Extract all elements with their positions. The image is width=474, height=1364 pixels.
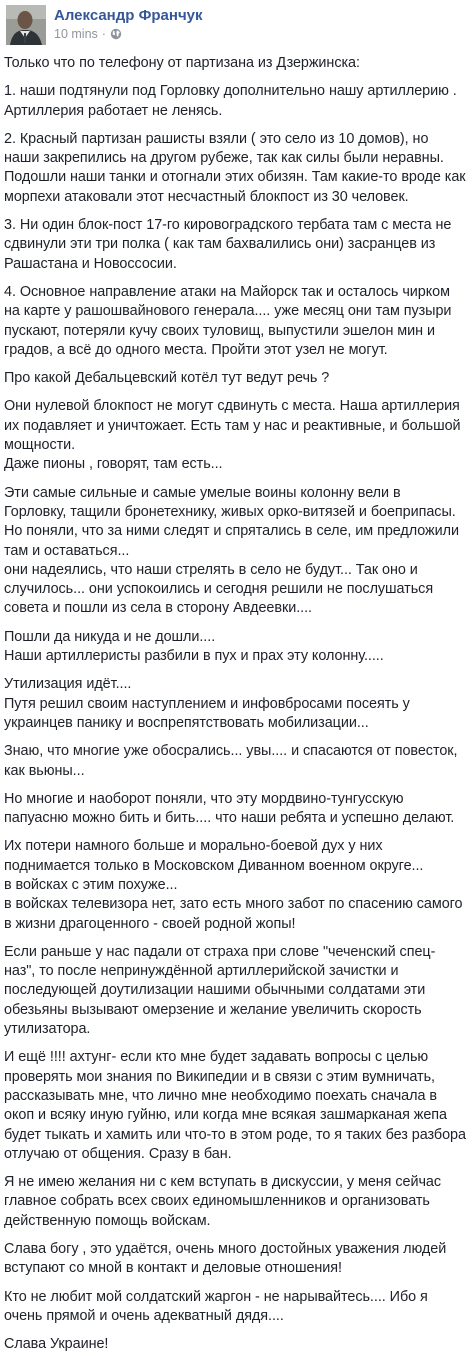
avatar-photo	[6, 5, 46, 45]
post-paragraph: Эти самые сильные и самые умелые воины колонну вели в Горловку, тащили бронетехнику, живых орко-витязей и боеприпасы. Но поняли, что за ними следят и спрятались в селе, им предложили там и оставаться... они надеялись, что наши стрелять в село не будут... Так оно и случилось... они успокоились и сегодня решили не послушаться совета и пошли из села в сторону Авдеевки....	[4, 484, 459, 617]
post-timestamp[interactable]: 10 mins	[54, 27, 98, 41]
globe-icon[interactable]	[110, 28, 122, 40]
post-paragraph: Утилизация идёт.... Путя решил своим наступлением и инфовбросами посеять у украинцев панику и воспрепятствовать мобилизации...	[4, 676, 410, 731]
post-paragraph: Только что по телефону от партизана из Дзержинска:	[4, 55, 360, 71]
post-paragraph: Слава богу , это удаётся, очень много достойных уважения людей вступают со мной в контакт и деловые отношения!	[4, 1241, 447, 1277]
meta-separator: ·	[101, 27, 106, 41]
post-paragraph: 4. Основное направление атаки на Майорск так и осталось чирком на карте у рашошвайнового генерала.... уже месяц они там пузыри пускают, потеряли кучу своих туловищ, выпустили эшелон мин и градов, а всё до одного места. Пройти этот узел не могут.	[4, 283, 452, 358]
post-paragraph: Про какой Дебальцевский котёл тут ведут речь ?	[4, 370, 330, 387]
post-paragraph: Слава Украине!	[4, 1336, 109, 1353]
post-meta	[54, 27, 122, 41]
post-paragraph: Они нулевой блокпост не могут сдвинуть с места. Наша артиллерия их подавляет и уничтожает. Есть там у нас и реактивные, и большой мощности. Даже пионы , говорят, там есть...	[4, 398, 461, 473]
post-paragraph: 3. Ни один блок-пост 17-го кировоградского тербата там с места не сдвинули эти три полка ( как там бахвалились они) засранцев из Рашастана и Новоссосии.	[4, 217, 452, 272]
post-body	[4, 54, 466, 1364]
post-paragraph: 2. Красный партизан рашисты взяли ( это село из 10 домов), но наши закрепились на другом рубеже, так как силы были неравны. Подошли наши танки и отогнали этих обизян. Там какие-то вроде как морпехи атаковали этот несчастный блокпост из 30 человек.	[4, 130, 466, 205]
post-paragraph: И ещё !!!! ахтунг- если кто мне будет задавать вопросы с целью проверять мои знания по Википедии и в связи с этим вумничать, рассказывать мне, что лично мне необходимо поехать сначала в окоп и всяку иную гуйню, или когда мне всякая зашмарканая жепа будет тыкать и хамить или что-то в этом роде, то я таких без разбора отлучаю от общения. Сразу в бан.	[4, 1049, 466, 1162]
post-paragraph: Пошли да никуда и не дошли.... Наши артиллеристы разбили в пух и прах эту колонну.....	[4, 628, 384, 665]
post-paragraph: Если раньше у нас падали от страха при слове "чеченский спец-наз", то после непринуждённой артиллерийской зачистки и последующей доутилизации нашими обычными солдатами эти обезьяны вызывают омерзение и желание увеличить скорость утилизатора.	[4, 943, 436, 1038]
post-paragraph: Их потери намного больше и морально-боевой дух у них поднимается только в Московском Диванном военном округе... в войсках с этим похуже... в войсках телевизора нет, зато есть много забот по спасению самого в жизни драгоценного - своей родной жопы!	[4, 838, 463, 932]
author-avatar[interactable]	[6, 5, 46, 45]
post-paragraph: Кто не любит мой солдатский жаргон - не нарывайтесь.... Ибо я очень прямой и очень адекватный дядя....	[4, 1288, 428, 1324]
post-paragraph: Я не имею желания ни с кем вступать в дискуссии, у меня сейчас главное собрать всех своих единомышленников и организовать действенную помощь войскам.	[4, 1174, 442, 1229]
post-header	[6, 5, 466, 45]
post-paragraph: Знаю, что многие уже обосрались... увы.... и спасаются от повесток, как вьюны...	[4, 743, 458, 779]
post-paragraph: Но многие и наоборот поняли, что эту мордвино-тунгусскую папуасню можно бить и бить.... что наши ребята и успешно делают.	[4, 790, 455, 827]
author-name-link[interactable]: Александр Франчук	[54, 7, 203, 24]
post-paragraph: 1. наши подтянули под Горловку дополнительно нашу артиллерию . Артиллерия работает не ленясь.	[4, 83, 457, 119]
